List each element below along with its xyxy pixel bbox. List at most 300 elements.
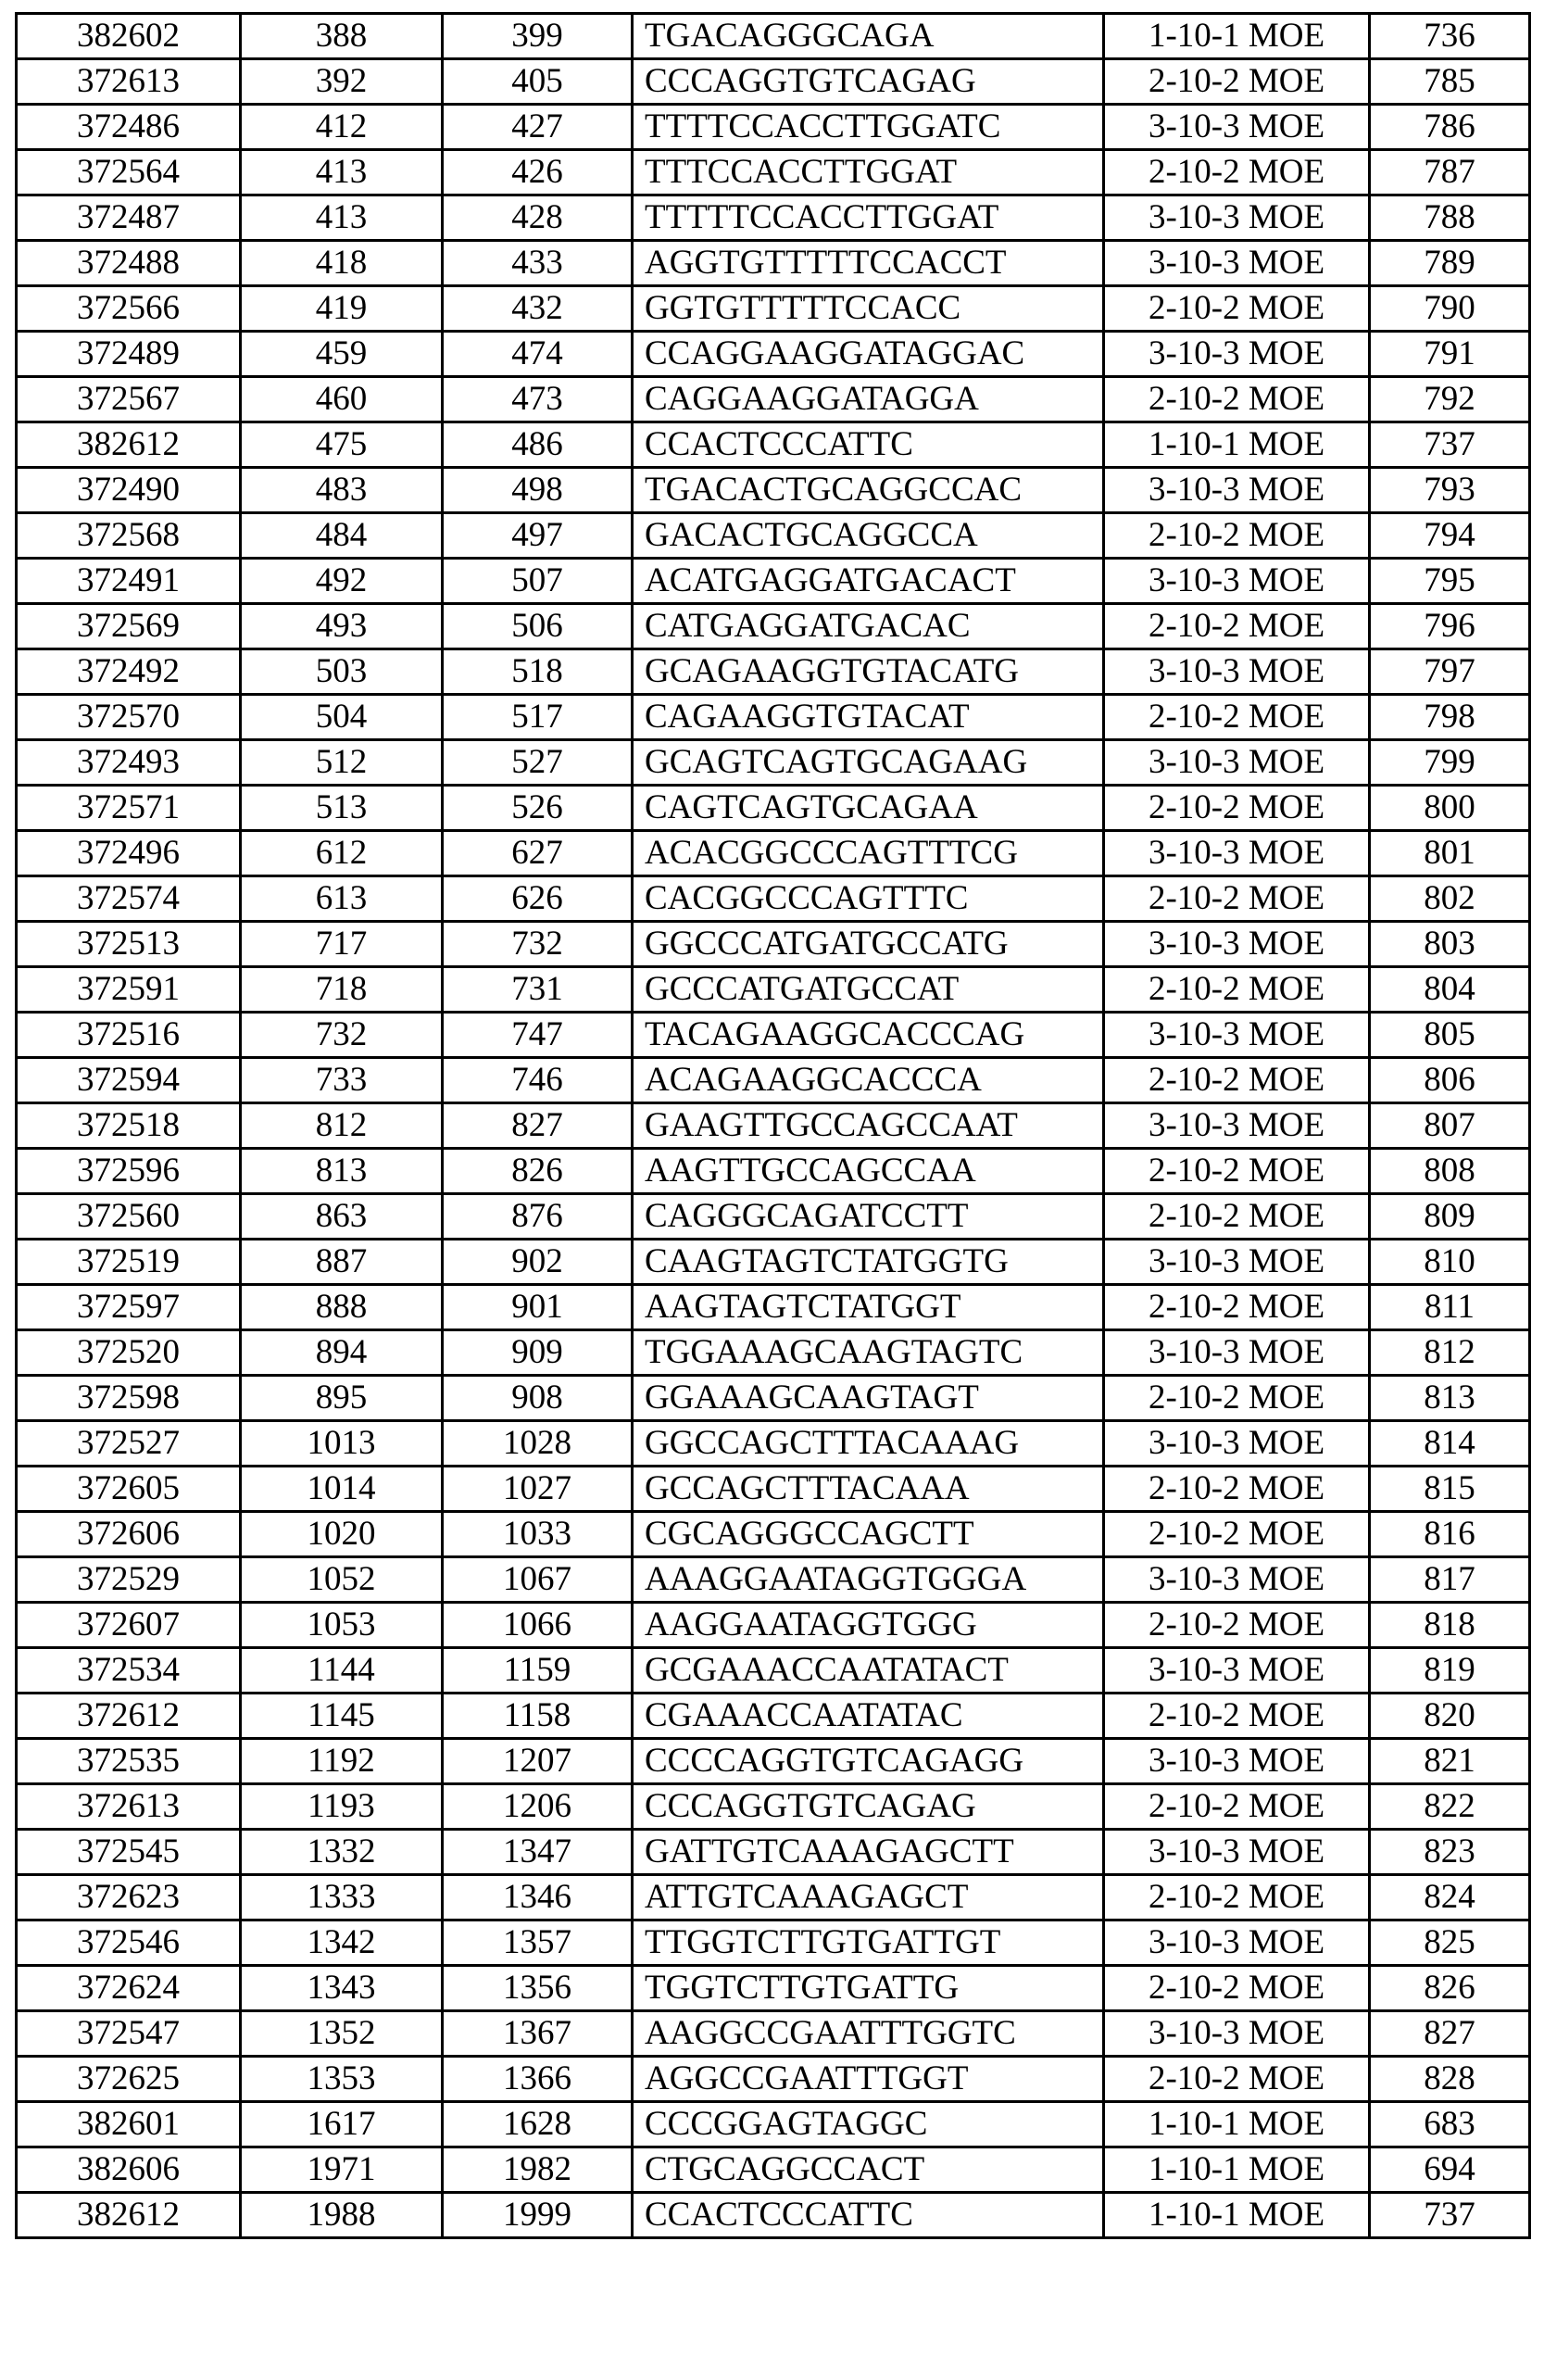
seq-id-cell: 820 — [1370, 1694, 1530, 1739]
table-row — [17, 967, 1530, 1013]
chemistry-cell: 3-10-3 MOE — [1104, 1648, 1370, 1694]
seq-id-cell: 814 — [1370, 1421, 1530, 1467]
chemistry-cell: 3-10-3 MOE — [1104, 1421, 1370, 1467]
table-row — [17, 105, 1530, 150]
start-site-cell: 512 — [241, 740, 443, 786]
sequence-cell: CAAGTAGTCTATGGTG — [633, 1240, 1104, 1285]
table-row — [17, 195, 1530, 241]
isis-number-cell: 372534 — [17, 1648, 241, 1694]
chemistry-cell: 3-10-3 MOE — [1104, 831, 1370, 876]
seq-id-cell: 811 — [1370, 1285, 1530, 1330]
seq-id-cell: 816 — [1370, 1512, 1530, 1557]
table-row — [17, 1739, 1530, 1784]
chemistry-cell: 1-10-1 MOE — [1104, 422, 1370, 468]
sequence-cell: CAGGAAGGATAGGA — [633, 377, 1104, 422]
start-site-cell: 613 — [241, 876, 443, 922]
table-row — [17, 922, 1530, 967]
stop-site-cell: 1999 — [443, 2193, 633, 2238]
stop-site-cell: 747 — [443, 1013, 633, 1058]
seq-id-cell: 737 — [1370, 2193, 1530, 2238]
sequence-cell: CCCAGGTGTCAGAG — [633, 59, 1104, 105]
stop-site-cell: 1346 — [443, 1875, 633, 1920]
stop-site-cell: 507 — [443, 559, 633, 604]
isis-number-cell: 372624 — [17, 1966, 241, 2011]
chemistry-cell: 3-10-3 MOE — [1104, 740, 1370, 786]
seq-id-cell: 815 — [1370, 1467, 1530, 1512]
table-row — [17, 831, 1530, 876]
stop-site-cell: 1159 — [443, 1648, 633, 1694]
start-site-cell: 1145 — [241, 1694, 443, 1739]
isis-number-cell: 382612 — [17, 2193, 241, 2238]
chemistry-cell: 2-10-2 MOE — [1104, 695, 1370, 740]
seq-id-cell: 786 — [1370, 105, 1530, 150]
chemistry-cell: 3-10-3 MOE — [1104, 195, 1370, 241]
stop-site-cell: 474 — [443, 332, 633, 377]
chemistry-cell: 2-10-2 MOE — [1104, 876, 1370, 922]
seq-id-cell: 790 — [1370, 286, 1530, 332]
chemistry-cell: 3-10-3 MOE — [1104, 649, 1370, 695]
sequence-cell: GGAAAGCAAGTAGT — [633, 1376, 1104, 1421]
start-site-cell: 895 — [241, 1376, 443, 1421]
chemistry-cell: 2-10-2 MOE — [1104, 1603, 1370, 1648]
start-site-cell: 732 — [241, 1013, 443, 1058]
start-site-cell: 863 — [241, 1194, 443, 1240]
chemistry-cell: 3-10-3 MOE — [1104, 1920, 1370, 1966]
isis-number-cell: 372490 — [17, 468, 241, 513]
start-site-cell: 1193 — [241, 1784, 443, 1830]
table-row — [17, 1058, 1530, 1103]
start-site-cell: 459 — [241, 332, 443, 377]
sequence-cell: TTGGTCTTGTGATTGT — [633, 1920, 1104, 1966]
table-row — [17, 2193, 1530, 2238]
isis-number-cell: 372569 — [17, 604, 241, 649]
stop-site-cell: 731 — [443, 967, 633, 1013]
chemistry-cell: 3-10-3 MOE — [1104, 1557, 1370, 1603]
sequence-cell: AGGTGTTTTTCCACCT — [633, 241, 1104, 286]
start-site-cell: 503 — [241, 649, 443, 695]
table-row — [17, 559, 1530, 604]
table-row — [17, 740, 1530, 786]
sequence-cell: ACATGAGGATGACACT — [633, 559, 1104, 604]
chemistry-cell: 2-10-2 MOE — [1104, 1376, 1370, 1421]
stop-site-cell: 517 — [443, 695, 633, 740]
chemistry-cell: 2-10-2 MOE — [1104, 513, 1370, 559]
stop-site-cell: 1158 — [443, 1694, 633, 1739]
sequence-cell: TTTTCCACCTTGGATC — [633, 105, 1104, 150]
table-row — [17, 1920, 1530, 1966]
sequence-cell: GCGAAACCAATATACT — [633, 1648, 1104, 1694]
stop-site-cell: 1347 — [443, 1830, 633, 1875]
seq-id-cell: 795 — [1370, 559, 1530, 604]
chemistry-cell: 3-10-3 MOE — [1104, 1013, 1370, 1058]
seq-id-cell: 828 — [1370, 2057, 1530, 2102]
isis-number-cell: 372488 — [17, 241, 241, 286]
seq-id-cell: 801 — [1370, 831, 1530, 876]
stop-site-cell: 1356 — [443, 1966, 633, 2011]
table-row — [17, 1103, 1530, 1149]
stop-site-cell: 427 — [443, 105, 633, 150]
isis-number-cell: 372567 — [17, 377, 241, 422]
start-site-cell: 419 — [241, 286, 443, 332]
chemistry-cell: 3-10-3 MOE — [1104, 241, 1370, 286]
table-row — [17, 513, 1530, 559]
seq-id-cell: 787 — [1370, 150, 1530, 195]
stop-site-cell: 876 — [443, 1194, 633, 1240]
chemistry-cell: 3-10-3 MOE — [1104, 105, 1370, 150]
seq-id-cell: 788 — [1370, 195, 1530, 241]
start-site-cell: 460 — [241, 377, 443, 422]
start-site-cell: 493 — [241, 604, 443, 649]
start-site-cell: 1014 — [241, 1467, 443, 1512]
isis-number-cell: 372535 — [17, 1739, 241, 1784]
seq-id-cell: 808 — [1370, 1149, 1530, 1194]
seq-id-cell: 817 — [1370, 1557, 1530, 1603]
start-site-cell: 483 — [241, 468, 443, 513]
seq-id-cell: 791 — [1370, 332, 1530, 377]
stop-site-cell: 527 — [443, 740, 633, 786]
isis-number-cell: 382601 — [17, 2102, 241, 2147]
isis-number-cell: 372520 — [17, 1330, 241, 1376]
stop-site-cell: 428 — [443, 195, 633, 241]
table-row — [17, 786, 1530, 831]
start-site-cell: 1332 — [241, 1830, 443, 1875]
table-row — [17, 1830, 1530, 1875]
seq-id-cell: 819 — [1370, 1648, 1530, 1694]
stop-site-cell: 1207 — [443, 1739, 633, 1784]
start-site-cell: 812 — [241, 1103, 443, 1149]
seq-id-cell: 796 — [1370, 604, 1530, 649]
isis-number-cell: 372605 — [17, 1467, 241, 1512]
stop-site-cell: 732 — [443, 922, 633, 967]
isis-number-cell: 372571 — [17, 786, 241, 831]
sequence-cell: CCAGGAAGGATAGGAC — [633, 332, 1104, 377]
sequence-cell: CAGAAGGTGTACAT — [633, 695, 1104, 740]
isis-number-cell: 372492 — [17, 649, 241, 695]
sequence-cell: CCACTCCCATTC — [633, 2193, 1104, 2238]
start-site-cell: 513 — [241, 786, 443, 831]
isis-number-cell: 372591 — [17, 967, 241, 1013]
chemistry-cell: 2-10-2 MOE — [1104, 1058, 1370, 1103]
isis-number-cell: 372487 — [17, 195, 241, 241]
sequence-cell: CACGGCCCAGTTTC — [633, 876, 1104, 922]
sequence-cell: AAGGCCGAATTTGGTC — [633, 2011, 1104, 2057]
stop-site-cell: 626 — [443, 876, 633, 922]
table-row — [17, 695, 1530, 740]
chemistry-cell: 2-10-2 MOE — [1104, 59, 1370, 105]
table-row — [17, 1557, 1530, 1603]
stop-site-cell: 497 — [443, 513, 633, 559]
seq-id-cell: 810 — [1370, 1240, 1530, 1285]
table-row — [17, 1285, 1530, 1330]
seq-id-cell: 825 — [1370, 1920, 1530, 1966]
start-site-cell: 418 — [241, 241, 443, 286]
stop-site-cell: 1357 — [443, 1920, 633, 1966]
chemistry-cell: 2-10-2 MOE — [1104, 150, 1370, 195]
start-site-cell: 504 — [241, 695, 443, 740]
seq-id-cell: 807 — [1370, 1103, 1530, 1149]
table-row — [17, 1603, 1530, 1648]
sequence-cell: ACAGAAGGCACCCA — [633, 1058, 1104, 1103]
table-row — [17, 1648, 1530, 1694]
sequence-cell: GGCCCATGATGCCATG — [633, 922, 1104, 967]
chemistry-cell: 2-10-2 MOE — [1104, 1966, 1370, 2011]
start-site-cell: 1020 — [241, 1512, 443, 1557]
start-site-cell: 1352 — [241, 2011, 443, 2057]
chemistry-cell: 3-10-3 MOE — [1104, 922, 1370, 967]
table-row — [17, 2011, 1530, 2057]
sequence-cell: TGGAAAGCAAGTAGTC — [633, 1330, 1104, 1376]
seq-id-cell: 809 — [1370, 1194, 1530, 1240]
isis-number-cell: 372519 — [17, 1240, 241, 1285]
sequence-cell: GCAGTCAGTGCAGAAG — [633, 740, 1104, 786]
seq-id-cell: 818 — [1370, 1603, 1530, 1648]
isis-number-cell: 372513 — [17, 922, 241, 967]
table-row — [17, 1013, 1530, 1058]
stop-site-cell: 486 — [443, 422, 633, 468]
isis-number-cell: 372516 — [17, 1013, 241, 1058]
sequence-cell: AGGCCGAATTTGGT — [633, 2057, 1104, 2102]
stop-site-cell: 902 — [443, 1240, 633, 1285]
chemistry-cell: 2-10-2 MOE — [1104, 377, 1370, 422]
stop-site-cell: 473 — [443, 377, 633, 422]
chemistry-cell: 2-10-2 MOE — [1104, 1875, 1370, 1920]
sequence-cell: CGAAACCAATATAC — [633, 1694, 1104, 1739]
isis-number-cell: 382602 — [17, 14, 241, 59]
stop-site-cell: 1982 — [443, 2147, 633, 2193]
seq-id-cell: 683 — [1370, 2102, 1530, 2147]
start-site-cell: 413 — [241, 150, 443, 195]
start-site-cell: 733 — [241, 1058, 443, 1103]
start-site-cell: 888 — [241, 1285, 443, 1330]
start-site-cell: 388 — [241, 14, 443, 59]
start-site-cell: 1988 — [241, 2193, 443, 2238]
stop-site-cell: 1367 — [443, 2011, 633, 2057]
chemistry-cell: 2-10-2 MOE — [1104, 1467, 1370, 1512]
sequence-cell: TGGTCTTGTGATTG — [633, 1966, 1104, 2011]
isis-number-cell: 372546 — [17, 1920, 241, 1966]
table-row — [17, 1966, 1530, 2011]
isis-number-cell: 372568 — [17, 513, 241, 559]
sequence-cell: CGCAGGGCCAGCTT — [633, 1512, 1104, 1557]
isis-number-cell: 372566 — [17, 286, 241, 332]
table-row — [17, 332, 1530, 377]
seq-id-cell: 805 — [1370, 1013, 1530, 1058]
seq-id-cell: 792 — [1370, 377, 1530, 422]
chemistry-cell: 2-10-2 MOE — [1104, 786, 1370, 831]
table-row — [17, 1194, 1530, 1240]
chemistry-cell: 2-10-2 MOE — [1104, 2057, 1370, 2102]
stop-site-cell: 506 — [443, 604, 633, 649]
stop-site-cell: 1628 — [443, 2102, 633, 2147]
sequence-cell: CAGTCAGTGCAGAA — [633, 786, 1104, 831]
chemistry-cell: 2-10-2 MOE — [1104, 286, 1370, 332]
table-row — [17, 422, 1530, 468]
chemistry-cell: 2-10-2 MOE — [1104, 967, 1370, 1013]
sequence-cell: TTTTTCCACCTTGGAT — [633, 195, 1104, 241]
isis-number-cell: 372607 — [17, 1603, 241, 1648]
start-site-cell: 1333 — [241, 1875, 443, 1920]
stop-site-cell: 827 — [443, 1103, 633, 1149]
isis-number-cell: 372560 — [17, 1194, 241, 1240]
sequence-cell: AAGGAATAGGTGGG — [633, 1603, 1104, 1648]
stop-site-cell: 627 — [443, 831, 633, 876]
table-row — [17, 377, 1530, 422]
sequence-cell: CTGCAGGCCACT — [633, 2147, 1104, 2193]
seq-id-cell: 737 — [1370, 422, 1530, 468]
start-site-cell: 1052 — [241, 1557, 443, 1603]
seq-id-cell: 821 — [1370, 1739, 1530, 1784]
stop-site-cell: 1206 — [443, 1784, 633, 1830]
chemistry-cell: 2-10-2 MOE — [1104, 1694, 1370, 1739]
sequence-cell: GCCAGCTTTACAAA — [633, 1467, 1104, 1512]
isis-number-cell: 372613 — [17, 1784, 241, 1830]
seq-id-cell: 822 — [1370, 1784, 1530, 1830]
seq-id-cell: 785 — [1370, 59, 1530, 105]
table-row — [17, 2057, 1530, 2102]
sequence-cell: TTTCCACCTTGGAT — [633, 150, 1104, 195]
start-site-cell: 1343 — [241, 1966, 443, 2011]
start-site-cell: 1617 — [241, 2102, 443, 2147]
table-row — [17, 241, 1530, 286]
table-row — [17, 2147, 1530, 2193]
isis-number-cell: 372493 — [17, 740, 241, 786]
chemistry-cell: 1-10-1 MOE — [1104, 2193, 1370, 2238]
sequence-cell: TGACACTGCAGGCCAC — [633, 468, 1104, 513]
isis-number-cell: 372491 — [17, 559, 241, 604]
chemistry-cell: 3-10-3 MOE — [1104, 468, 1370, 513]
oligonucleotide-table — [15, 12, 1531, 2239]
chemistry-cell: 3-10-3 MOE — [1104, 1103, 1370, 1149]
stop-site-cell: 426 — [443, 150, 633, 195]
seq-id-cell: 803 — [1370, 922, 1530, 967]
sequence-cell: AAGTTGCCAGCCAA — [633, 1149, 1104, 1194]
seq-id-cell: 804 — [1370, 967, 1530, 1013]
stop-site-cell: 826 — [443, 1149, 633, 1194]
sequence-cell: GAAGTTGCCAGCCAAT — [633, 1103, 1104, 1149]
stop-site-cell: 1067 — [443, 1557, 633, 1603]
start-site-cell: 887 — [241, 1240, 443, 1285]
table-row — [17, 286, 1530, 332]
sequence-cell: CCCGGAGTAGGC — [633, 2102, 1104, 2147]
stop-site-cell: 901 — [443, 1285, 633, 1330]
table-row — [17, 649, 1530, 695]
isis-number-cell: 372625 — [17, 2057, 241, 2102]
table-row — [17, 14, 1530, 59]
start-site-cell: 813 — [241, 1149, 443, 1194]
table-row — [17, 1875, 1530, 1920]
isis-number-cell: 372596 — [17, 1149, 241, 1194]
stop-site-cell: 432 — [443, 286, 633, 332]
table-row — [17, 1240, 1530, 1285]
chemistry-cell: 2-10-2 MOE — [1104, 1149, 1370, 1194]
sequence-cell: CCACTCCCATTC — [633, 422, 1104, 468]
start-site-cell: 1342 — [241, 1920, 443, 1966]
chemistry-cell: 3-10-3 MOE — [1104, 1830, 1370, 1875]
table-row — [17, 1467, 1530, 1512]
table-row — [17, 1512, 1530, 1557]
isis-number-cell: 372489 — [17, 332, 241, 377]
start-site-cell: 475 — [241, 422, 443, 468]
sequence-cell: GATTGTCAAAGAGCTT — [633, 1830, 1104, 1875]
start-site-cell: 1144 — [241, 1648, 443, 1694]
isis-number-cell: 372545 — [17, 1830, 241, 1875]
chemistry-cell: 3-10-3 MOE — [1104, 1240, 1370, 1285]
isis-number-cell: 382612 — [17, 422, 241, 468]
stop-site-cell: 498 — [443, 468, 633, 513]
table-row — [17, 2102, 1530, 2147]
start-site-cell: 717 — [241, 922, 443, 967]
chemistry-cell: 3-10-3 MOE — [1104, 2011, 1370, 2057]
start-site-cell: 612 — [241, 831, 443, 876]
isis-number-cell: 372547 — [17, 2011, 241, 2057]
seq-id-cell: 794 — [1370, 513, 1530, 559]
start-site-cell: 1353 — [241, 2057, 443, 2102]
isis-number-cell: 372564 — [17, 150, 241, 195]
start-site-cell: 1192 — [241, 1739, 443, 1784]
seq-id-cell: 812 — [1370, 1330, 1530, 1376]
table-row — [17, 1784, 1530, 1830]
start-site-cell: 1971 — [241, 2147, 443, 2193]
chemistry-cell: 2-10-2 MOE — [1104, 1194, 1370, 1240]
chemistry-cell: 2-10-2 MOE — [1104, 1512, 1370, 1557]
seq-id-cell: 827 — [1370, 2011, 1530, 2057]
seq-id-cell: 694 — [1370, 2147, 1530, 2193]
chemistry-cell: 1-10-1 MOE — [1104, 2147, 1370, 2193]
chemistry-cell: 3-10-3 MOE — [1104, 1330, 1370, 1376]
seq-id-cell: 800 — [1370, 786, 1530, 831]
table-row — [17, 1376, 1530, 1421]
table-body — [17, 14, 1530, 2238]
sequence-cell: CCCAGGTGTCAGAG — [633, 1784, 1104, 1830]
chemistry-cell: 1-10-1 MOE — [1104, 2102, 1370, 2147]
seq-id-cell: 806 — [1370, 1058, 1530, 1103]
start-site-cell: 894 — [241, 1330, 443, 1376]
chemistry-cell: 3-10-3 MOE — [1104, 1739, 1370, 1784]
sequence-cell: ATTGTCAAAGAGCT — [633, 1875, 1104, 1920]
chemistry-cell: 3-10-3 MOE — [1104, 332, 1370, 377]
table-row — [17, 1330, 1530, 1376]
sequence-cell: CAGGGCAGATCCTT — [633, 1194, 1104, 1240]
isis-number-cell: 372570 — [17, 695, 241, 740]
seq-id-cell: 802 — [1370, 876, 1530, 922]
stop-site-cell: 518 — [443, 649, 633, 695]
sequence-cell: ACACGGCCCAGTTTCG — [633, 831, 1104, 876]
isis-number-cell: 372529 — [17, 1557, 241, 1603]
sequence-cell: AAGTAGTCTATGGT — [633, 1285, 1104, 1330]
start-site-cell: 412 — [241, 105, 443, 150]
sequence-cell: GCAGAAGGTGTACATG — [633, 649, 1104, 695]
sequence-cell: AAAGGAATAGGTGGGA — [633, 1557, 1104, 1603]
start-site-cell: 484 — [241, 513, 443, 559]
isis-number-cell: 372598 — [17, 1376, 241, 1421]
stop-site-cell: 405 — [443, 59, 633, 105]
isis-number-cell: 372486 — [17, 105, 241, 150]
isis-number-cell: 372496 — [17, 831, 241, 876]
table-row — [17, 1149, 1530, 1194]
isis-number-cell: 372574 — [17, 876, 241, 922]
isis-number-cell: 372597 — [17, 1285, 241, 1330]
start-site-cell: 492 — [241, 559, 443, 604]
seq-id-cell: 826 — [1370, 1966, 1530, 2011]
stop-site-cell: 399 — [443, 14, 633, 59]
sequence-cell: GGCCAGCTTTACAAAG — [633, 1421, 1104, 1467]
isis-number-cell: 372606 — [17, 1512, 241, 1557]
isis-number-cell: 372623 — [17, 1875, 241, 1920]
sequence-cell: GGTGTTTTTCCACC — [633, 286, 1104, 332]
table-row — [17, 150, 1530, 195]
table-row — [17, 59, 1530, 105]
table-row — [17, 876, 1530, 922]
